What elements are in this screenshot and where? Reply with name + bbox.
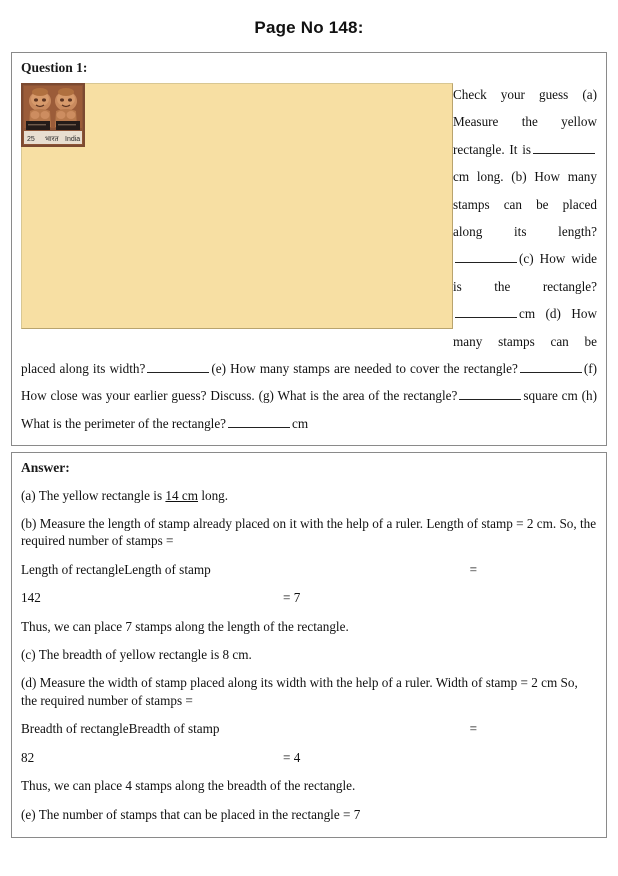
question-body	[21, 81, 597, 437]
answer-blank-a[interactable]	[533, 141, 595, 154]
question-text-part-5: (e) How many stamps are needed to cover the rectangle?	[211, 360, 518, 376]
answer-line	[21, 800, 597, 828]
question-text-part-7: square cm (h) What is the perimeter of the rectangle?	[21, 388, 598, 431]
question-text-part-1: Check your guess (a) Measure the yellow rectangle. It is	[453, 86, 597, 157]
numeric-result: = 7	[283, 590, 301, 606]
question-text-part-3: (c) How wide is the rectangle?	[453, 251, 597, 294]
answer-highlight-value: 14 cm	[165, 487, 199, 503]
fraction-expression: Breadth of rectangleBreadth of stamp	[21, 721, 220, 737]
answer-numeric-row	[21, 743, 597, 771]
answer-body	[21, 481, 597, 828]
numeric-value: 82	[21, 749, 35, 765]
answer-line-text: Thus, we can place 4 stamps along the breadth of the rectangle.	[21, 778, 356, 794]
answer-numeric-row	[21, 584, 597, 612]
answer-line	[21, 772, 597, 800]
answer-label: Answer:	[21, 460, 70, 476]
numeric-value: 142	[21, 590, 41, 606]
question-text-part-8: cm	[292, 415, 309, 431]
question-text-part-2: cm long. (b) How many stamps can be placed along its length?	[453, 169, 597, 239]
answer-line-text: (c) The breadth of yellow rectangle is 8 cm.	[21, 647, 252, 663]
answer-blank-b[interactable]	[455, 251, 517, 264]
answer-line	[21, 509, 597, 555]
answer-blank-d[interactable]	[147, 360, 209, 373]
answer-line	[21, 612, 597, 640]
question-text-part-4: cm (d) How many stamps can be placed along its width?	[21, 306, 597, 376]
page-title: Page No 148:	[254, 18, 364, 37]
question-text-part-6: (f) How close was your earlier guess? Discuss. (g) What is the area of the rectangle?	[21, 360, 598, 404]
answer-line	[21, 481, 597, 509]
answer-line-text-tail: long.	[198, 487, 229, 503]
stamp-image	[21, 83, 85, 147]
answer-line	[21, 641, 597, 669]
svg-text:भारत: भारत	[45, 135, 59, 143]
question-label: Question 1:	[21, 60, 88, 75]
answer-line-text: (d) Measure the width of stamp placed along its width with the help of a ruler. Width of stamp = 2 cm So, the required number of stamps =	[21, 675, 578, 708]
answer-line-text: Thus, we can place 7 stamps along the length of the rectangle.	[21, 618, 349, 634]
answer-line-text: (e) The number of stamps that can be placed in the rectangle = 7	[21, 806, 361, 822]
yellow-rectangle	[21, 83, 453, 329]
answer-blank-e[interactable]	[520, 360, 582, 373]
answer-fraction-row	[21, 715, 597, 743]
figure-yellow-rectangle	[21, 83, 453, 329]
fraction-equals: =	[469, 721, 477, 737]
numeric-result: = 4	[283, 749, 301, 765]
svg-text:25: 25	[27, 135, 35, 143]
svg-text:India: India	[65, 135, 81, 143]
answer-blank-h[interactable]	[228, 415, 290, 428]
answer-fraction-row	[21, 555, 597, 583]
answer-line-text: (a) The yellow rectangle is	[21, 487, 166, 503]
question-box	[11, 52, 607, 446]
fraction-equals: =	[469, 561, 477, 577]
fraction-expression: Length of rectangleLength of stamp	[21, 561, 211, 577]
answer-box	[11, 452, 607, 837]
answer-line-text: (b) Measure the length of stamp already placed on it with the help of a ruler. Length of stamp = 2 cm. So, the required number of stamps =	[21, 515, 597, 549]
answer-line	[21, 669, 597, 715]
answer-blank-c[interactable]	[455, 306, 517, 319]
answer-blank-g[interactable]	[459, 388, 521, 401]
